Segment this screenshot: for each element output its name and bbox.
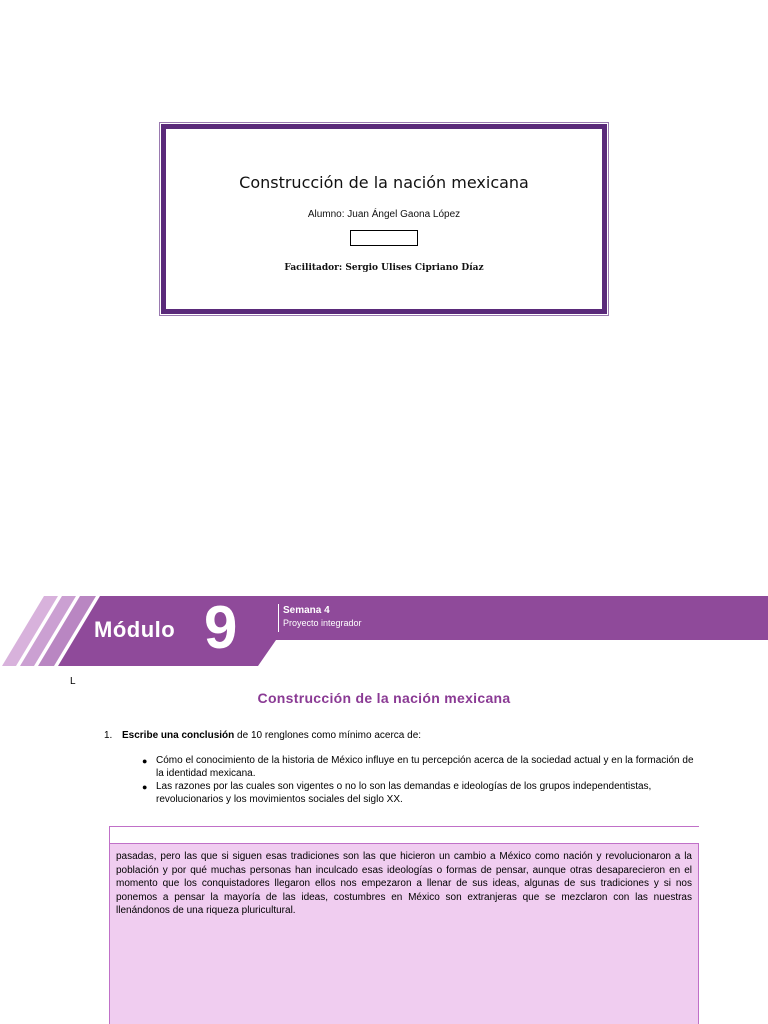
instruction-number: 1. bbox=[104, 730, 113, 741]
cover-facilitator: Facilitador: Sergio Ulises Cipriano Díaz bbox=[284, 263, 484, 273]
answer-header-line bbox=[109, 826, 699, 843]
instruction-rest: de 10 renglones como mínimo acerca de: bbox=[234, 730, 422, 741]
cover-empty-box bbox=[350, 230, 418, 246]
bullet-text: Las razones por las cuales son vigentes o no lo son las demandas e ideologías de los grupos independentistas, revolucionarios y los movimientos sociales del siglo XX. bbox=[156, 781, 652, 805]
answer-text: pasadas, pero las que si siguen esas tradiciones son las que hicieron un cambio a México como nación y revolucionaron a la población y por qué muchas personas han inculcado esas ideologías o formas de pensar, aunque otras desaparecieron en el momento que los conquistadores llegaron ellos nos empezaron a llenar de sus ideas, algunas de sus tradiciones y si nos ponemos a pensar la mayoría de las ideas, costumbres en México son extranjeras que se mezclaron con las nuestras llenándonos de una riqueza pluricultural. bbox=[116, 851, 692, 916]
week-label: Semana 4 bbox=[283, 605, 330, 616]
bullet-list bbox=[142, 755, 702, 807]
cover-title: Construcción de la nación mexicana bbox=[239, 173, 529, 192]
cover-box bbox=[161, 124, 607, 314]
module-label: Módulo bbox=[94, 617, 176, 642]
bullet-icon: ● bbox=[142, 756, 148, 766]
cover-student: Alumno: Juan Ángel Gaona López bbox=[307, 209, 461, 220]
bullet-text: Cómo el conocimiento de la historia de México influye en tu percepción acerca de la sociedad actual y en la formación de la identidad mexicana. bbox=[156, 755, 694, 779]
answer-box[interactable] bbox=[109, 843, 699, 1024]
bullet-icon: ● bbox=[142, 782, 148, 792]
document-title: Construcción de la nación mexicana bbox=[257, 690, 511, 706]
instruction-bold: Escribe una conclusión bbox=[122, 730, 235, 741]
week-subtitle: Proyecto integrador bbox=[283, 618, 362, 628]
list-item bbox=[142, 781, 702, 806]
week-block bbox=[278, 604, 362, 632]
stray-mark: L bbox=[70, 676, 76, 687]
instruction-item bbox=[104, 730, 421, 741]
list-item bbox=[142, 755, 702, 780]
module-number: 9 bbox=[204, 594, 238, 661]
